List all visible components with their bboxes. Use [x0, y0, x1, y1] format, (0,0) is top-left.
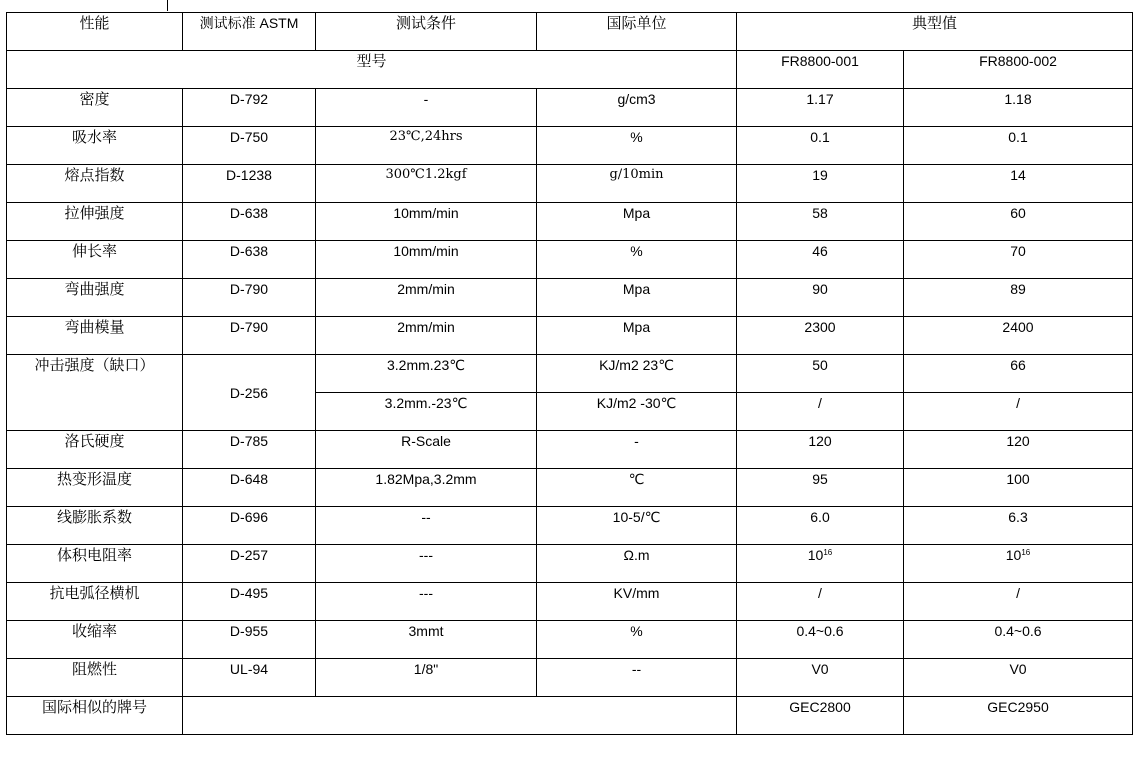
model-row	[7, 51, 1133, 89]
row-property: 线膨胀系数	[7, 507, 183, 545]
table-row	[7, 469, 1133, 507]
row-condition: R-Scale	[316, 431, 537, 469]
row-condition: 1/8"	[316, 659, 537, 697]
row-value-1: 6.0	[737, 507, 904, 545]
row-value-2: 2400	[904, 317, 1133, 355]
table-row	[7, 127, 1133, 165]
impact-unit-1: KJ/m2 23℃	[537, 355, 737, 393]
similar-grades-row	[7, 697, 1133, 735]
row-property: 抗电弧径横机	[7, 583, 183, 621]
row-unit: g/cm3	[537, 89, 737, 127]
row-property: 密度	[7, 89, 183, 127]
impact-property: 冲击强度（缺口）	[7, 355, 183, 431]
row-property: 阻燃性	[7, 659, 183, 697]
table-row	[7, 431, 1133, 469]
row-unit: g/10min	[537, 165, 737, 203]
row-unit: KV/mm	[537, 583, 737, 621]
row-unit: Mpa	[537, 279, 737, 317]
row-standard: D-495	[183, 583, 316, 621]
impact-value-2b: /	[904, 393, 1133, 431]
row-condition: 1.82Mpa,3.2mm	[316, 469, 537, 507]
row-value-1: 120	[737, 431, 904, 469]
row-standard: D-790	[183, 279, 316, 317]
value-base: 10	[1005, 547, 1022, 563]
table-row	[7, 583, 1133, 621]
row-value-1: /	[737, 583, 904, 621]
row-property: 弯曲强度	[7, 279, 183, 317]
table-row	[7, 241, 1133, 279]
row-value-1: 1.17	[737, 89, 904, 127]
grade-2: FR8800-002	[904, 51, 1133, 89]
row-value-1: 46	[737, 241, 904, 279]
similar-label: 国际相似的牌号	[7, 697, 183, 735]
row-condition: 300℃1.2kgf	[316, 165, 537, 203]
text-cursor	[167, 0, 168, 11]
table-row	[7, 279, 1133, 317]
impact-unit-2: KJ/m2 -30℃	[537, 393, 737, 431]
row-standard: D-955	[183, 621, 316, 659]
row-unit: 10-5/℃	[537, 507, 737, 545]
table-row	[7, 659, 1133, 697]
row-property: 体积电阻率	[7, 545, 183, 583]
similar-grade-2: GEC2950	[904, 697, 1133, 735]
row-condition: 23℃,24hrs	[316, 127, 537, 165]
impact-row-1	[7, 355, 1133, 393]
row-unit: Ω.m	[537, 545, 737, 583]
row-value-1: 2300	[737, 317, 904, 355]
row-value-2: V0	[904, 659, 1133, 697]
row-condition: 3mmt	[316, 621, 537, 659]
resistivity-row	[7, 545, 1133, 583]
table-row	[7, 203, 1133, 241]
row-standard: D-750	[183, 127, 316, 165]
header-unit: 国际单位	[537, 13, 737, 51]
row-unit: Mpa	[537, 203, 737, 241]
table-row	[7, 89, 1133, 127]
row-value-1: 0.4~0.6	[737, 621, 904, 659]
row-standard: D-696	[183, 507, 316, 545]
row-unit: %	[537, 621, 737, 659]
row-standard: D-638	[183, 241, 316, 279]
row-value-2: 120	[904, 431, 1133, 469]
row-condition: --	[316, 507, 537, 545]
row-standard: D-648	[183, 469, 316, 507]
header-property: 性能	[7, 13, 183, 51]
row-value-2: 60	[904, 203, 1133, 241]
row-value-2: 89	[904, 279, 1133, 317]
row-condition: ---	[316, 583, 537, 621]
value-base: 10	[807, 547, 824, 563]
impact-condition-2: 3.2mm.-23℃	[316, 393, 537, 431]
row-property: 熔点指数	[7, 165, 183, 203]
row-condition: 10mm/min	[316, 203, 537, 241]
row-value-2: /	[904, 583, 1133, 621]
row-value-2	[904, 545, 1133, 583]
properties-table	[6, 12, 1133, 735]
table-row	[7, 165, 1133, 203]
row-standard: D-785	[183, 431, 316, 469]
row-value-2: 0.4~0.6	[904, 621, 1133, 659]
table-header-row	[7, 13, 1133, 51]
row-value-2: 100	[904, 469, 1133, 507]
similar-grade-1: GEC2800	[737, 697, 904, 735]
row-standard: D-790	[183, 317, 316, 355]
row-unit: --	[537, 659, 737, 697]
row-standard: D-257	[183, 545, 316, 583]
row-condition: 2mm/min	[316, 279, 537, 317]
row-value-2: 1.18	[904, 89, 1133, 127]
row-property: 弯曲模量	[7, 317, 183, 355]
row-value-1: 19	[737, 165, 904, 203]
row-property: 拉伸强度	[7, 203, 183, 241]
row-value-2: 14	[904, 165, 1133, 203]
row-value-1: 0.1	[737, 127, 904, 165]
table-row	[7, 507, 1133, 545]
impact-condition-1: 3.2mm.23℃	[316, 355, 537, 393]
row-condition: 2mm/min	[316, 317, 537, 355]
row-value-1	[737, 545, 904, 583]
row-property: 收缩率	[7, 621, 183, 659]
row-unit: %	[537, 241, 737, 279]
row-standard: UL-94	[183, 659, 316, 697]
impact-standard: D-256	[183, 355, 316, 431]
row-unit: ℃	[537, 469, 737, 507]
row-condition: -	[316, 89, 537, 127]
row-condition: 10mm/min	[316, 241, 537, 279]
row-condition: ---	[316, 545, 537, 583]
impact-value-1a: 50	[737, 355, 904, 393]
row-value-1: 95	[737, 469, 904, 507]
header-condition: 测试条件	[316, 13, 537, 51]
model-label: 型号	[7, 51, 737, 89]
row-property: 吸水率	[7, 127, 183, 165]
row-value-1: 58	[737, 203, 904, 241]
row-value-1: V0	[737, 659, 904, 697]
row-value-2: 6.3	[904, 507, 1133, 545]
row-unit: -	[537, 431, 737, 469]
row-property: 洛氏硬度	[7, 431, 183, 469]
table-row	[7, 317, 1133, 355]
row-value-2: 70	[904, 241, 1133, 279]
value-exponent: 16	[823, 548, 833, 557]
table-row	[7, 621, 1133, 659]
row-standard: D-792	[183, 89, 316, 127]
impact-value-1b: 66	[904, 355, 1133, 393]
value-exponent: 16	[1021, 548, 1031, 557]
row-value-1: 90	[737, 279, 904, 317]
impact-value-2a: /	[737, 393, 904, 431]
header-typical: 典型值	[737, 13, 1133, 51]
row-value-2: 0.1	[904, 127, 1133, 165]
row-unit: Mpa	[537, 317, 737, 355]
row-property: 热变形温度	[7, 469, 183, 507]
row-unit: %	[537, 127, 737, 165]
header-standard: 测试标准 ASTM	[183, 13, 316, 51]
similar-empty-cell	[183, 697, 737, 735]
grade-1: FR8800-001	[737, 51, 904, 89]
row-standard: D-638	[183, 203, 316, 241]
row-standard: D-1238	[183, 165, 316, 203]
row-property: 伸长率	[7, 241, 183, 279]
